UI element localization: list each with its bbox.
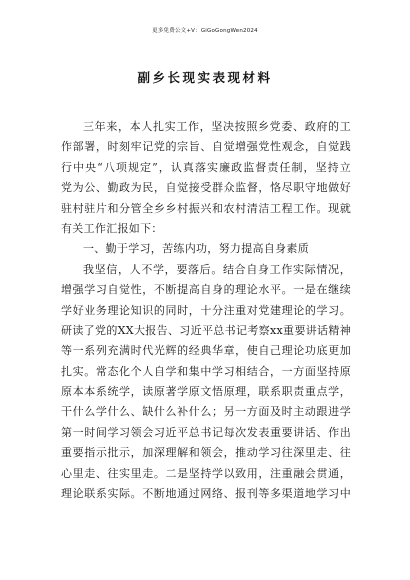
header-note: 更多免费公文+V：GiGoGongWen2024 [152, 28, 258, 34]
body-line: 等一系列充满时代光辉的经典华章，使自己理论功底更加 [61, 344, 351, 358]
body-line: 第一时间学习领会习近平总书记每次发表重要讲话、作出 [61, 425, 351, 439]
body-line: 行中央“八项规定”，认真落实廉政监督责任制，坚持立 [61, 160, 351, 174]
body-line: 心里走、往实里走。二是坚持学以致用，注重融会贯通， [61, 466, 351, 480]
body-line: 干什么学什么、缺什么补什么；另一方面及时主动跟进学 [61, 405, 351, 419]
document-title: 副乡长现实表现材料 [137, 70, 273, 85]
body-line: 学好业务理论知识的同时，十分注重对党建理论的学习。 [61, 303, 351, 317]
document-body [61, 117, 351, 504]
body-line: 驻村驻片和分管全乡乡村振兴和农村清洁工程工作。现就 [61, 201, 351, 215]
body-line: 研读了党的XX大报告、习近平总书记考察xx重要讲话精神 [61, 323, 351, 337]
body-line: 作部署，时刻牢记党的宗旨、自觉增强党性观念，自觉践 [61, 140, 351, 154]
body-line: 党为公、勤政为民，自觉接受群众监督，恪尽职守地做好 [61, 181, 351, 195]
body-line: 有关工作汇报如下： [61, 221, 163, 235]
body-line: 理论联系实际。不断地通过网络、报刊等多渠道地学习中 [61, 487, 351, 501]
body-line: 重要指示批示，加深理解和领会，推动学习往深里走、往 [61, 446, 351, 460]
body-line: 三年来，本人扎实工作，坚决按照乡党委、政府的工 [83, 120, 351, 133]
body-line: 一、勤于学习，苦练内功，努力提高自身素质 [83, 242, 309, 256]
body-line: 扎实。常态化个人自学和集中学习相结合，一方面坚持原 [61, 364, 351, 378]
body-line: 原本本系统学，读原著学原文悟原理，联系职责重点学， [61, 385, 351, 399]
body-line: 我坚信，人不学，要落后。结合自身工作实际情况， [83, 262, 351, 276]
body-line: 增强学习自觉性，不断提高自身的理论水平。一是在继续 [61, 283, 351, 297]
